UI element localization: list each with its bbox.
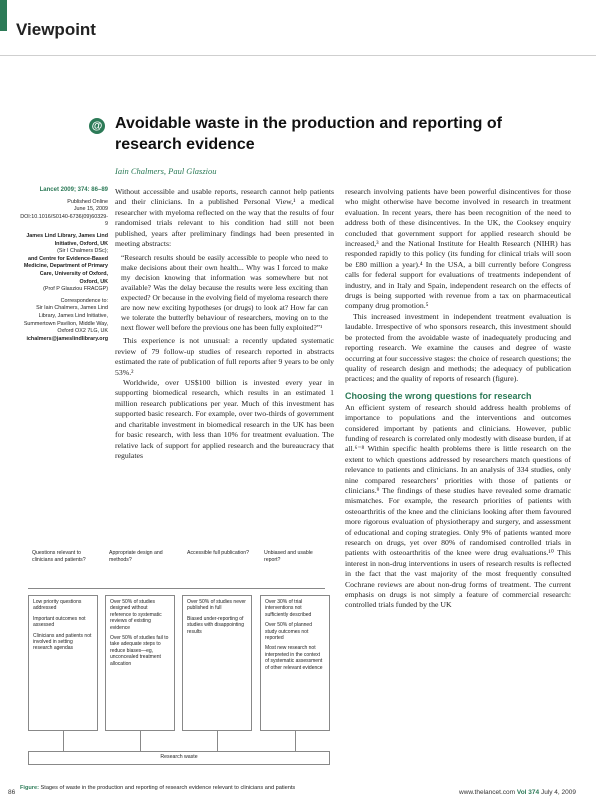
stage-1-box [28, 595, 98, 731]
body-paragraph: Worldwide, over US$100 billion is invested every year in supporting biomedical research, which results in an estimated 1 million research publications per year. Much of this investment has supported basic research. For example, over two-thirds of government and charitable investment in biomedical research in the UK has been for basic research, with less than 10% for treatment evaluation. The relative lack of support for applied research and the bureaucracy that regulates [115, 378, 334, 460]
stage-1-header: Questions relevant to clinicians and patients? [32, 550, 86, 563]
online-first-icon: @ [89, 118, 105, 134]
stage-4-item: Over 30% of trial interventions not sufficiently described [265, 599, 312, 618]
figure-header-rule [28, 588, 325, 589]
footer-date: July 4, 2009 [540, 789, 576, 796]
correspondence-address: Sir Iain Chalmers, James Lind Library, James Lind Initiative, Summertown Pavilion, Middle Way, Oxford OX2 7LG, UK [23, 305, 108, 335]
stage-2-box [105, 595, 175, 731]
stage-2-item: Over 50% of studies fail to take adequate steps to reduce biases—eg, unconcealed treatment allocation [110, 635, 169, 667]
body-column-1 [115, 187, 334, 461]
stage-4-item: Over 50% of planned study outcomes not reported [265, 622, 312, 642]
article-authors: Iain Chalmers, Paul Glasziou [115, 166, 217, 176]
footer-site[interactable]: www.thelancet.com [459, 789, 516, 796]
stage-3-item: Over 50% of studies never published in full [187, 599, 246, 612]
article-sidebar [20, 187, 108, 343]
connector-line [217, 731, 218, 751]
stage-4-header: Unbiased and usable report? [264, 550, 313, 563]
affiliation-person-2: (Prof P Glasziou FRACGP) [43, 286, 108, 293]
body-paragraph: An efficient system of research should address health problems of importance to populations and the interventions and outcomes considered important by patients and clinicians. However, public funding of research is correlated only modestly with disease burden, if at all.⁶⁻⁸ Within specific health problems there is little research on the extent to which questions addressed by researchers match questions of relevance to patients and clinicians. In an analysis of 334 studies, only nine compared researchers’ priorities with those of patients or clinicians.⁹ The findings of these studies have revealed some dramatic mismatches. For example, the research priorities of patients with osteoarthritis of the knee and the clinicians looking after them favoured more rigorous evaluation of physiotherapy and surgery, and assessment of educational and coping strategies. Only 9% of patients wanted more research on drugs, yet over 80% of randomised controlled trials in patients with osteoarthritis of the knee were drug evaluations.¹⁰ This interest in non-drug interventions in users of research results is reflected in the fact that the vast majority of the most frequently consulted Cochrane reviews are about non-drug forms of treatment. The current emphasis on drugs is not simply a feature of commercial research: controlled trials funded by the UK [345, 402, 571, 610]
affiliation: James Lind Library, James Lind Initiative, Oxford, UK [26, 232, 108, 247]
article-title: Avoidable waste in the production and reporting of research evidence [115, 115, 502, 153]
connector-line [63, 731, 64, 751]
correspondence-label: Correspondence to: [60, 297, 108, 304]
stage-1-item: Clinicians and patients not involved in setting research agendas [33, 632, 92, 652]
figure-caption-text: Stages of waste in the production and reporting of research evidence relevant to clinicians and patients [40, 785, 296, 791]
connector-line [295, 731, 296, 751]
footer-volume: Vol 374 [516, 789, 540, 796]
published-online-label: Published Online [67, 198, 108, 205]
stage-1-item: Low priority questions addressed [33, 599, 82, 612]
body-paragraph: research involving patients have been powerful disincentives for those who might otherwise have become involved in research in treatment evaluation. In recent years, there has been recognition of the need to address both of these disincentives. In the UK, the Cooksey enquiry concluded that government support for applied research should be increased,³ and the National Institute for Health Research (NIHR) has responded rapidly to this policy (its funding for clinical trials will soon be £80 million a year).⁴ In the USA, a bill currently before Congress calls for federal support for evaluations of treatments independent of industry, and in Italy and Spain, independent research on the effects of drugs is being supported with revenue from a tax on pharmaceutical company drug promotion.⁵ [345, 187, 571, 311]
figure-caption-label: Figure: [20, 785, 39, 791]
header-accent-bar [0, 0, 7, 31]
body-paragraph: Without accessible and usable reports, research cannot help patients and their clinicians. In a published Personal View,¹ a medical researcher with myeloma reflected on the way that the results of four randomised trials relevant to his condition had still not been published, years after preliminary findings had been presented in meeting abstracts: [115, 187, 334, 249]
doi: DOI:10.1016/S0140-6736(09)60329-9 [20, 213, 108, 228]
connector-line [140, 731, 141, 751]
stage-2-item: Over 50% of studies designed without reference to systematic reviews of existing evidence [110, 599, 162, 631]
stage-1-item: Important outcomes not assessed [33, 615, 86, 629]
stage-3-box [182, 595, 252, 731]
figure-flowchart [20, 546, 333, 778]
stage-3-header: Accessible full publication? [187, 550, 249, 556]
body-paragraph: This increased investment in independent treatment evaluation is laudable. Irrespective of who sponsors research, this investment should be protected from the avoidable waste of inadequately producing and reporting research. We examine the causes and degree of waste occurring at four successive stages: the choice of research questions; the quality of research design and methods; the adequacy of publication practices; and the quality of reports of research (figure). [345, 311, 571, 384]
research-waste-box: Research waste [28, 751, 330, 765]
body-paragraph: This experience is not unusual: a recently updated systematic review of 79 follow-up studies of research reported in abstracts estimated the rate of publication of full reports after 9 years to be only 53%.² [115, 336, 334, 377]
footer-journal-info [400, 789, 576, 796]
affiliation-person-1: (Sir I Chalmers DSc); [57, 248, 108, 255]
stage-3-item: Biased under-reporting of studies with disappointing results [187, 615, 244, 635]
affiliation-2: and Centre for Evidence-Based Medicine, Department of Primary Care, University of Oxford, Oxford, UK [23, 255, 108, 285]
section-title: Viewpoint [16, 20, 96, 39]
stage-2-header: Appropriate design and methods? [109, 550, 163, 563]
stage-4-item: Most new research not interpreted in the context of systematic assessment of other relevant evidence [265, 645, 323, 671]
published-date: June 15, 2009 [73, 206, 108, 213]
header-divider [0, 55, 596, 56]
citation: Lancet 2009; 374: 86–89 [39, 187, 108, 193]
figure-caption [20, 785, 340, 791]
section-heading: Choosing the wrong questions for research [345, 390, 532, 401]
page-number: 86 [8, 789, 16, 796]
correspondence-email[interactable]: ichalmers@jameslindlibrary.org [26, 335, 108, 342]
body-column-2 [345, 187, 571, 611]
stage-4-box [260, 595, 330, 731]
block-quote: “Research results should be easily accessible to people who need to make decisions about their own health... Why was I forced to make my decision knowing that information was somewhere but not available? Was the delay because the results were less exciting than expected? Or because in the evolving field of myeloma research there are now new exciting hypotheses (or drugs) to look at? How far can we tolerate the butterfly behaviour of researchers, moving on to the next flower well before the previous one has been fully exploited?”¹ [121, 253, 328, 333]
